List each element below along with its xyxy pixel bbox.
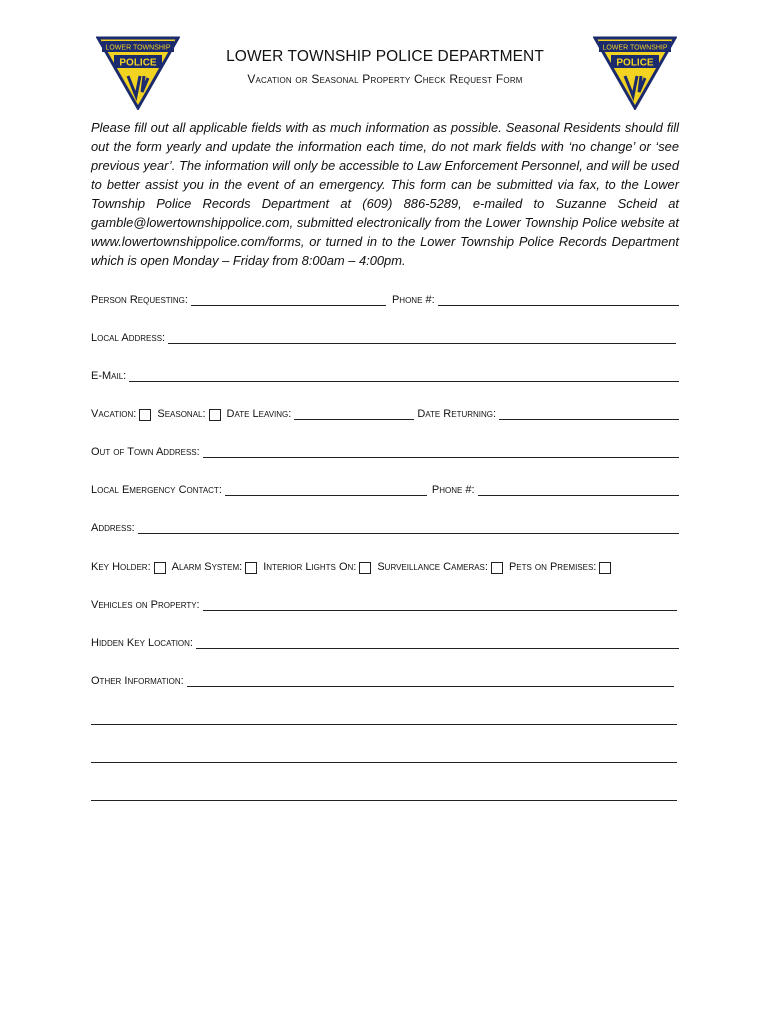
address-row bbox=[91, 516, 679, 534]
badge-main-text: POLICE bbox=[616, 57, 654, 69]
other-info-field[interactable] bbox=[187, 674, 674, 687]
form-header bbox=[180, 48, 590, 86]
other-info-line-2[interactable] bbox=[91, 724, 677, 725]
surveillance-cameras-label: Surveillance Cameras: bbox=[377, 561, 488, 573]
out-of-town-address-field[interactable] bbox=[203, 445, 679, 458]
alarm-system-label: Alarm System: bbox=[171, 561, 243, 573]
email-label: E-Mail: bbox=[91, 370, 127, 382]
checkboxes-row bbox=[91, 555, 679, 573]
pets-checkbox[interactable] bbox=[599, 562, 611, 574]
person-requesting-label: Person Requesting: bbox=[91, 294, 188, 306]
person-requesting-row bbox=[91, 288, 679, 306]
vehicles-label: Vehicles on Property: bbox=[91, 599, 200, 611]
local-address-row bbox=[91, 326, 679, 344]
vehicles-row bbox=[91, 593, 679, 611]
vacation-label: Vacation: bbox=[91, 408, 137, 420]
local-emergency-contact-label: Local Emergency Contact: bbox=[91, 484, 222, 496]
emergency-phone-label: Phone #: bbox=[431, 484, 475, 496]
other-info-line-3[interactable] bbox=[91, 762, 677, 763]
out-of-town-address-label: Out of Town Address: bbox=[91, 446, 200, 458]
date-leaving-field[interactable] bbox=[294, 407, 414, 420]
person-requesting-field[interactable] bbox=[191, 293, 386, 306]
address-field[interactable] bbox=[138, 521, 679, 534]
badge-main-text: POLICE bbox=[119, 57, 157, 69]
vacation-row bbox=[91, 402, 679, 420]
vacation-checkbox[interactable] bbox=[139, 409, 151, 421]
phone-field[interactable] bbox=[438, 293, 679, 306]
vehicles-field[interactable] bbox=[203, 598, 677, 611]
date-returning-field[interactable] bbox=[499, 407, 679, 420]
key-holder-checkbox[interactable] bbox=[154, 562, 166, 574]
email-field[interactable] bbox=[129, 369, 679, 382]
email-row bbox=[91, 364, 679, 382]
badge-top-text: LOWER TOWNSHIP bbox=[602, 44, 668, 52]
interior-lights-label: Interior Lights On: bbox=[263, 561, 357, 573]
badge-top-text: LOWER TOWNSHIP bbox=[105, 44, 171, 52]
out-of-town-row bbox=[91, 440, 679, 458]
other-info-line-4[interactable] bbox=[91, 800, 677, 801]
form-subtitle: Vacation or Seasonal Property Check Request Form bbox=[247, 72, 523, 86]
date-returning-label: Date Returning: bbox=[417, 408, 497, 420]
interior-lights-checkbox[interactable] bbox=[359, 562, 371, 574]
local-address-field[interactable] bbox=[168, 331, 676, 344]
page-title: LOWER TOWNSHIP POLICE DEPARTMENT bbox=[226, 48, 544, 65]
other-info-label: Other Information: bbox=[91, 675, 184, 687]
instructions-paragraph: Please fill out all applicable fields with as much information as possible. Seasonal Residents should fill out the form yearly and update the information each time, do not mark fields with ‘no change’ or ‘see previous year’. The information will only be accessible to Law Enforcement Personnel, and will be used to better assist you in the event of an emergency. This form can be submitted via fax, to the Lower Township Police Records Department at (609) 886-5289, e-mailed to Suzanne Scheid at gamble@lowertownshippolice.com, submitted electronically from the Lower Township Police website at www.lowertownshippolice.com/forms, or turned in to the Lower Township Police Records Department which is open Monday – Friday from 8:00am – 4:00pm. bbox=[91, 120, 679, 268]
emergency-phone-field[interactable] bbox=[478, 483, 679, 496]
phone-label: Phone #: bbox=[391, 294, 435, 306]
seasonal-label: Seasonal: bbox=[157, 408, 206, 420]
police-badge-right-icon bbox=[593, 36, 677, 110]
hidden-key-label: Hidden Key Location: bbox=[91, 637, 193, 649]
date-leaving-label: Date Leaving: bbox=[226, 408, 292, 420]
address-label: Address: bbox=[91, 522, 135, 534]
surveillance-cameras-checkbox[interactable] bbox=[491, 562, 503, 574]
other-info-row bbox=[91, 669, 679, 687]
pets-label: Pets on Premises: bbox=[508, 561, 597, 573]
alarm-system-checkbox[interactable] bbox=[245, 562, 257, 574]
local-emergency-contact-field[interactable] bbox=[225, 483, 427, 496]
hidden-key-row bbox=[91, 631, 679, 649]
seasonal-checkbox[interactable] bbox=[209, 409, 221, 421]
police-badge-left-icon bbox=[96, 36, 180, 110]
key-holder-label: Key Holder: bbox=[91, 561, 151, 573]
emergency-contact-row bbox=[91, 478, 679, 496]
hidden-key-field[interactable] bbox=[196, 636, 679, 649]
local-address-label: Local Address: bbox=[91, 332, 166, 344]
